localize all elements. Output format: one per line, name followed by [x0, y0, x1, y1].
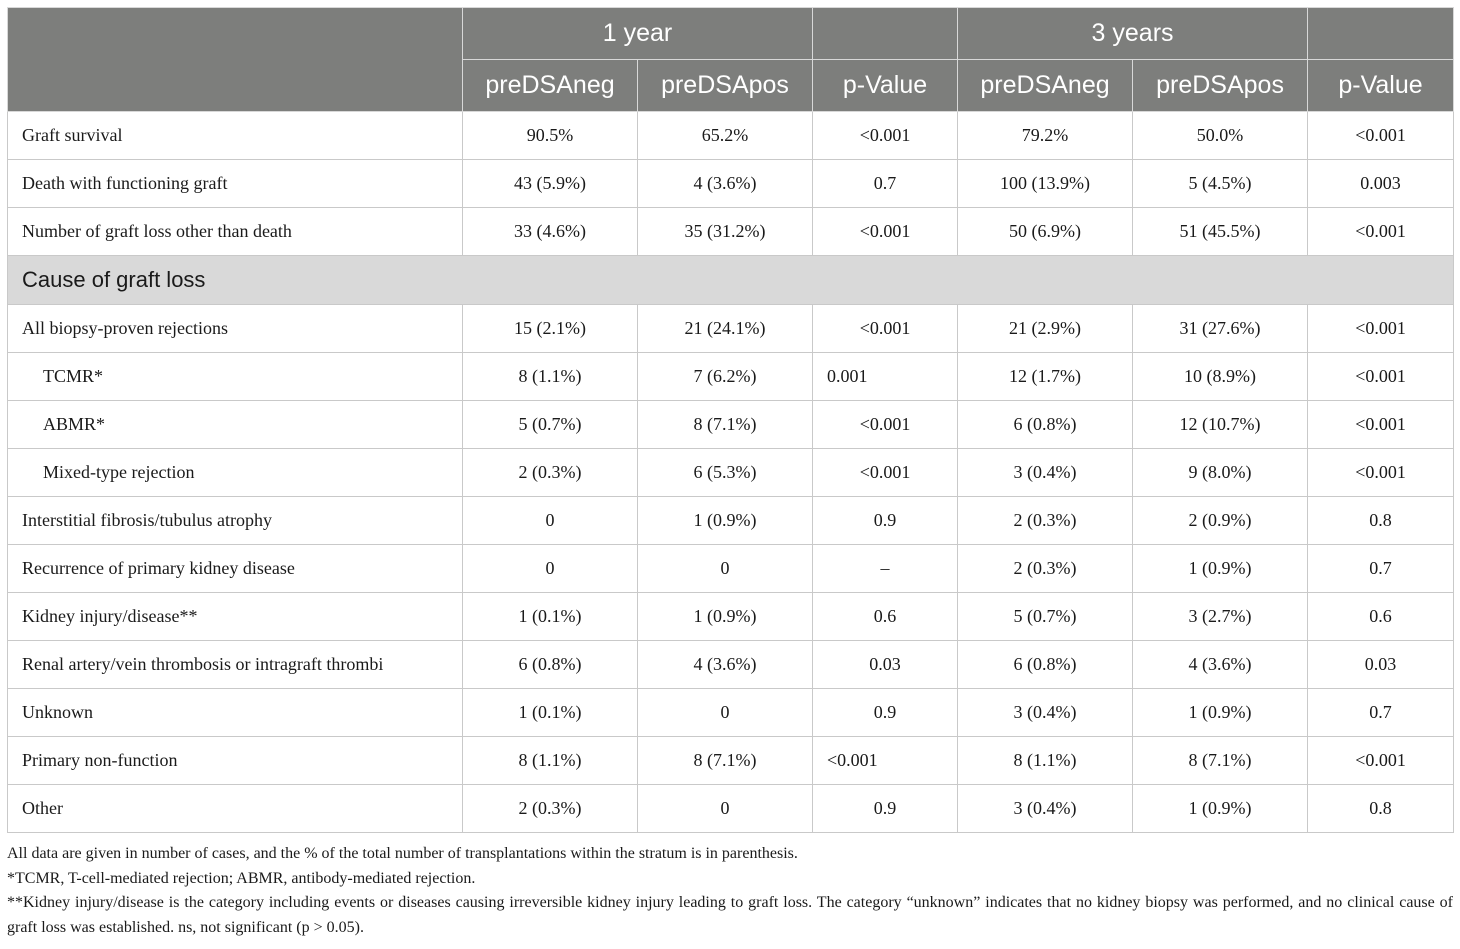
table-cell: 6 (0.8%) — [958, 401, 1133, 449]
table-cell: 90.5% — [463, 112, 638, 160]
table-cell: 2 (0.3%) — [463, 785, 638, 833]
table-row — [8, 305, 1454, 353]
table-cell: 4 (3.6%) — [638, 160, 813, 208]
table-cell: 1 (0.9%) — [1133, 689, 1308, 737]
table-cell: 5 (0.7%) — [958, 593, 1133, 641]
table-cell: 9 (8.0%) — [1133, 449, 1308, 497]
table-container — [7, 7, 1453, 940]
table-cell: 1 (0.9%) — [1133, 785, 1308, 833]
table-cell: 0.03 — [1308, 641, 1454, 689]
row-label: Unknown — [8, 689, 463, 737]
table-cell: 65.2% — [638, 112, 813, 160]
table-cell: 0.003 — [1308, 160, 1454, 208]
table-cell: <0.001 — [1308, 353, 1454, 401]
table-row — [8, 689, 1454, 737]
table-cell: 0.6 — [813, 593, 958, 641]
table-cell: 4 (3.6%) — [638, 641, 813, 689]
table-cell: 0 — [638, 785, 813, 833]
table-row — [8, 497, 1454, 545]
table-cell: 12 (1.7%) — [958, 353, 1133, 401]
table-cell: 1 (0.9%) — [1133, 545, 1308, 593]
table-cell: <0.001 — [1308, 401, 1454, 449]
table-row — [8, 208, 1454, 256]
table-cell: 0.9 — [813, 689, 958, 737]
table-cell: 1 (0.9%) — [638, 497, 813, 545]
table-cell: <0.001 — [813, 737, 958, 785]
table-cell: 2 (0.3%) — [958, 545, 1133, 593]
table-cell: 50 (6.9%) — [958, 208, 1133, 256]
table-cell: 0.6 — [1308, 593, 1454, 641]
table-cell: <0.001 — [1308, 112, 1454, 160]
table-cell: 0 — [638, 545, 813, 593]
table-row — [8, 641, 1454, 689]
header-group-spacer — [813, 8, 958, 60]
header-row-groups — [8, 8, 1454, 60]
table-cell: <0.001 — [1308, 305, 1454, 353]
row-label: Renal artery/vein thrombosis or intragraft thrombi — [8, 641, 463, 689]
row-label: Mixed-type rejection — [8, 449, 463, 497]
table-cell: 15 (2.1%) — [463, 305, 638, 353]
graft-loss-table — [7, 7, 1454, 833]
table-cell: – — [813, 545, 958, 593]
column-header: preDSApos — [1133, 60, 1308, 112]
table-row — [8, 401, 1454, 449]
footnote-general: All data are given in number of cases, and the % of the total number of transplantations within the stratum is in parenthesis. — [7, 845, 798, 862]
table-cell: 100 (13.9%) — [958, 160, 1133, 208]
table-cell: 0.001 — [813, 353, 958, 401]
row-label: Kidney injury/disease** — [8, 593, 463, 641]
table-cell: 0.9 — [813, 497, 958, 545]
column-header: preDSApos — [638, 60, 813, 112]
table-cell: 6 (0.8%) — [958, 641, 1133, 689]
table-cell: 8 (7.1%) — [1133, 737, 1308, 785]
table-cell: 10 (8.9%) — [1133, 353, 1308, 401]
table-cell: 21 (2.9%) — [958, 305, 1133, 353]
table-cell: 8 (1.1%) — [958, 737, 1133, 785]
section-title: Cause of graft loss — [8, 256, 1454, 305]
table-cell: 3 (0.4%) — [958, 785, 1133, 833]
footnote-kidney-injury: **Kidney injury/disease is the category including events or diseases causing irreversible kidney injury leading to graft loss. The category “unknown” indicates that no kidney biopsy was performed, and no clinical cause of graft loss was established. ns, not significant (p > 0.05). — [7, 894, 1453, 936]
table-cell: 43 (5.9%) — [463, 160, 638, 208]
table-cell: 2 (0.9%) — [1133, 497, 1308, 545]
table-cell: 50.0% — [1133, 112, 1308, 160]
header-group-spacer — [1308, 8, 1454, 60]
table-cell: 3 (0.4%) — [958, 449, 1133, 497]
table-cell: 6 (5.3%) — [638, 449, 813, 497]
row-label: All biopsy-proven rejections — [8, 305, 463, 353]
table-cell: 1 (0.9%) — [638, 593, 813, 641]
table-cell: 2 (0.3%) — [958, 497, 1133, 545]
table-row — [8, 160, 1454, 208]
table-cell: 4 (3.6%) — [1133, 641, 1308, 689]
row-label: Interstitial fibrosis/tubulus atrophy — [8, 497, 463, 545]
table-cell: <0.001 — [813, 305, 958, 353]
table-cell: <0.001 — [1308, 737, 1454, 785]
table-cell: 2 (0.3%) — [463, 449, 638, 497]
table-cell: <0.001 — [1308, 208, 1454, 256]
table-cell: 3 (2.7%) — [1133, 593, 1308, 641]
table-row — [8, 545, 1454, 593]
table-cell: <0.001 — [813, 112, 958, 160]
table-cell: 12 (10.7%) — [1133, 401, 1308, 449]
table-cell: <0.001 — [1308, 449, 1454, 497]
table-cell: 1 (0.1%) — [463, 689, 638, 737]
table-cell: 0.9 — [813, 785, 958, 833]
table-cell: 8 (1.1%) — [463, 353, 638, 401]
row-label: ABMR* — [8, 401, 463, 449]
table-cell: 8 (7.1%) — [638, 737, 813, 785]
column-header: preDSAneg — [463, 60, 638, 112]
table-cell: 0.7 — [813, 160, 958, 208]
column-header: preDSAneg — [958, 60, 1133, 112]
table-cell: 0.7 — [1308, 545, 1454, 593]
header-group-3-years: 3 years — [958, 8, 1308, 60]
table-row — [8, 593, 1454, 641]
table-cell: 3 (0.4%) — [958, 689, 1133, 737]
table-row — [8, 112, 1454, 160]
table-cell: 5 (0.7%) — [463, 401, 638, 449]
table-cell: 0.8 — [1308, 785, 1454, 833]
row-label: Recurrence of primary kidney disease — [8, 545, 463, 593]
table-cell: <0.001 — [813, 401, 958, 449]
table-cell: 21 (24.1%) — [638, 305, 813, 353]
row-label: TCMR* — [8, 353, 463, 401]
table-cell: 0 — [463, 497, 638, 545]
section-row — [8, 256, 1454, 305]
header-empty-cell — [8, 8, 463, 112]
table-cell: 8 (7.1%) — [638, 401, 813, 449]
table-cell: 51 (45.5%) — [1133, 208, 1308, 256]
table-cell: 8 (1.1%) — [463, 737, 638, 785]
table-cell: 79.2% — [958, 112, 1133, 160]
row-label: Other — [8, 785, 463, 833]
table-cell: 5 (4.5%) — [1133, 160, 1308, 208]
table-cell: 6 (0.8%) — [463, 641, 638, 689]
table-cell: 31 (27.6%) — [1133, 305, 1308, 353]
table-row — [8, 449, 1454, 497]
row-label: Graft survival — [8, 112, 463, 160]
row-label: Death with functioning graft — [8, 160, 463, 208]
table-cell: 0.7 — [1308, 689, 1454, 737]
table-cell: 35 (31.2%) — [638, 208, 813, 256]
table-cell: <0.001 — [813, 208, 958, 256]
row-label: Primary non-function — [8, 737, 463, 785]
table-footnotes — [7, 842, 1453, 940]
table-cell: 7 (6.2%) — [638, 353, 813, 401]
header-group-1-year: 1 year — [463, 8, 813, 60]
table-cell: 0.8 — [1308, 497, 1454, 545]
table-row — [8, 785, 1454, 833]
table-cell: 0 — [638, 689, 813, 737]
column-header: p-Value — [813, 60, 958, 112]
column-header: p-Value — [1308, 60, 1454, 112]
table-row — [8, 353, 1454, 401]
row-label: Number of graft loss other than death — [8, 208, 463, 256]
table-cell: 0 — [463, 545, 638, 593]
footnote-abbreviations: *TCMR, T-cell-mediated rejection; ABMR, antibody-mediated rejection. — [7, 869, 476, 887]
table-cell: <0.001 — [813, 449, 958, 497]
table-row — [8, 737, 1454, 785]
table-cell: 1 (0.1%) — [463, 593, 638, 641]
table-cell: 0.03 — [813, 641, 958, 689]
table-cell: 33 (4.6%) — [463, 208, 638, 256]
